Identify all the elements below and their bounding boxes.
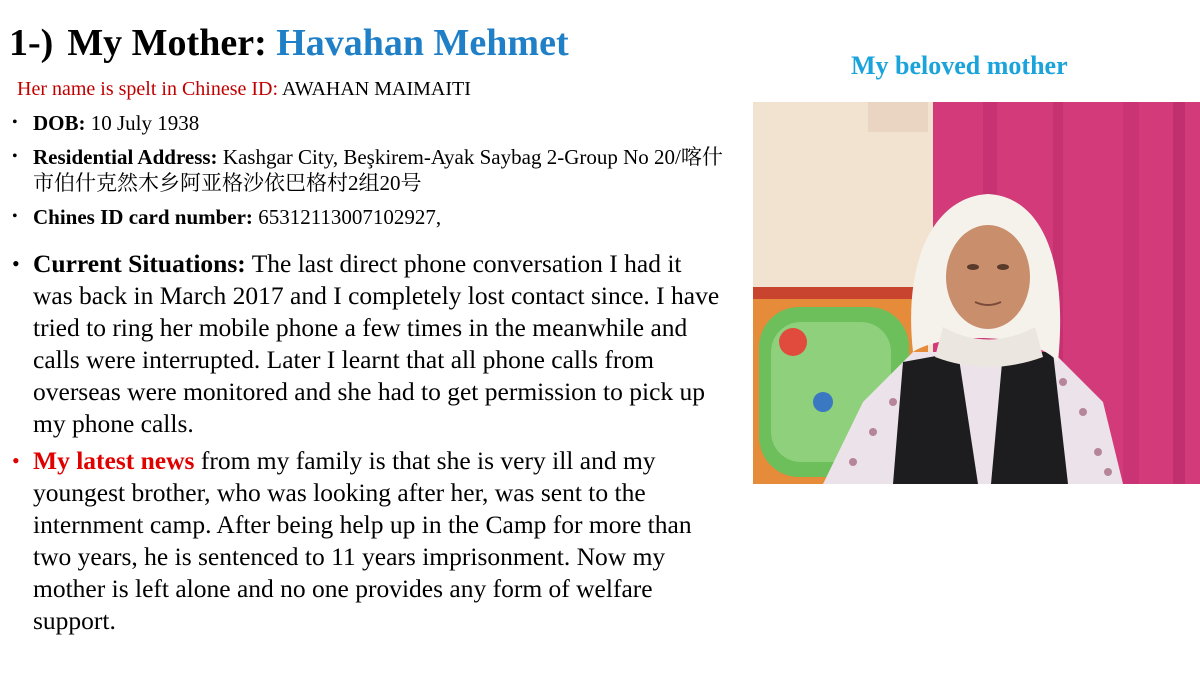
id-card-label: Chines ID card number:: [33, 205, 253, 229]
mother-photo: [753, 102, 1200, 484]
mother-photo-illustration: [753, 102, 1200, 484]
dob-item: [12, 110, 732, 136]
title-number: 1-): [9, 22, 54, 64]
latest-news-text: from my family is that she is very ill and my youngest brother, who was looking after her, was sent to the internment camp. After being help up in the Camp for more than two years, he is sentenced to 11 years imprisonment. Now my mother is left alone and no one provides any form of welfare support.: [33, 446, 692, 635]
address-value: Kashgar City, Beşkirem-Ayak Saybag 2-Group No 20/喀什市伯什克然木乡阿亚格沙依巴格村2组20号: [33, 145, 723, 195]
dob-value: 10 July 1938: [90, 111, 200, 135]
bullet-icon: •: [12, 148, 18, 165]
photo-caption: My beloved mother: [851, 51, 1068, 80]
situation-label: Current Situations:: [33, 249, 246, 278]
address-item: [12, 144, 732, 196]
latest-news-label: My latest news: [33, 446, 195, 475]
bullet-icon: •: [12, 208, 18, 225]
slide-title: [9, 20, 569, 66]
situation-list: [12, 248, 724, 642]
latest-news-item: [12, 445, 724, 637]
id-card-item: [12, 204, 732, 230]
bullet-icon: •: [12, 251, 20, 276]
bullet-icon: •: [12, 448, 20, 473]
chinese-id-value: AWAHAN MAIMAITI: [281, 78, 471, 100]
chinese-id-label: Her name is spelt in Chinese ID:: [17, 78, 279, 100]
chinese-id-name: [17, 76, 471, 102]
current-situation-item: [12, 248, 724, 440]
dob-label: DOB:: [33, 111, 86, 135]
address-label: Residential Address:: [33, 145, 218, 169]
mother-name: Havahan Mehmet: [276, 22, 569, 64]
title-label: My Mother:: [67, 22, 267, 64]
personal-details-list: [12, 110, 732, 238]
bullet-icon: •: [12, 114, 18, 131]
id-card-value: 65312113007102927,: [258, 205, 442, 229]
situation-text: The last direct phone conversation I had it was back in March 2017 and I completely lost contact since. I have tried to ring her mobile phone a few times in the meanwhile and calls were interrupted. Later I learnt that all phone calls from overseas were monitored and she had to get permission to pick up my phone calls.: [33, 249, 720, 438]
